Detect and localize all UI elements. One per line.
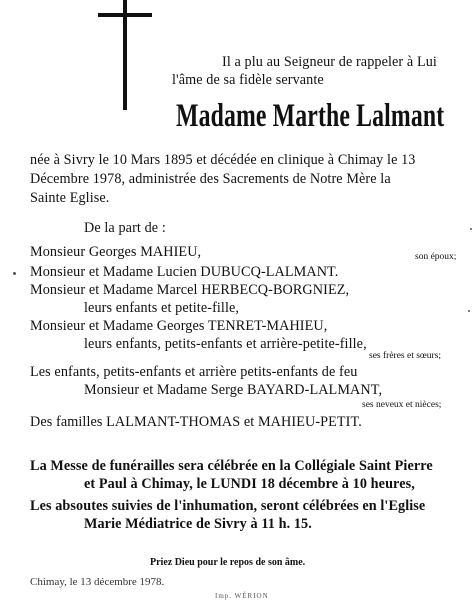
family-line: Monsieur Georges MAHIEU, xyxy=(30,244,202,260)
intro-line-2: l'âme de sa fidèle servante xyxy=(172,72,324,88)
bio-line-2: Décembre 1978, administrée des Sacrements de Notre Mère la xyxy=(30,171,391,187)
family-line: Monsieur et Madame Serge BAYARD-LALMANT, xyxy=(84,382,383,398)
intro-line-1: Il a plu au Seigneur de rappeler à Lui xyxy=(222,54,437,70)
family-line: Monsieur et Madame Lucien DUBUCQ-LALMANT. xyxy=(30,264,339,280)
family-line: Les enfants, petits-enfants et arrière petits-enfants de feu xyxy=(30,364,358,380)
bio-line-1: née à Sivry le 10 Mars 1895 et décédée en clinique à Chimay le 13 xyxy=(30,152,416,168)
scan-speck xyxy=(470,228,472,230)
relation-siblings: ses frères et sœurs; xyxy=(369,351,442,361)
family-line: leurs enfants, petits-enfants et arrière-petite-fille, xyxy=(84,336,367,352)
absoute-line-1: Les absoutes suivies de l'inhumation, seront célébrées en l'Eglise xyxy=(30,498,426,514)
mass-line-1: La Messe de funérailles sera célébrée en la Collégiale Saint Pierre xyxy=(30,458,433,474)
family-line: leurs enfants et petite-fille, xyxy=(84,300,240,316)
scan-speck xyxy=(468,310,470,312)
bio-line-3: Sainte Eglise. xyxy=(30,190,110,206)
family-line: Monsieur et Madame Marcel HERBECQ-BORGNIEZ, xyxy=(30,282,350,298)
scan-speck xyxy=(13,272,16,275)
place-date: Chimay, le 13 décembre 1978. xyxy=(30,576,165,588)
de-la-part: De la part de : xyxy=(84,220,166,236)
mass-line-2: et Paul à Chimay, le LUNDI 18 décembre à 10 heures, xyxy=(84,476,415,492)
relation-nephews: ses neveux et nièces; xyxy=(362,400,442,410)
absoute-line-2: Marie Médiatrice de Sivry à 11 h. 15. xyxy=(84,516,312,532)
family-line: Monsieur et Madame Georges TENRET-MAHIEU, xyxy=(30,318,328,334)
prayer-line: Priez Dieu pour le repos de son âme. xyxy=(150,557,306,568)
printer-mark: Imp. WÉRION xyxy=(215,592,269,600)
relation-spouse: son époux; xyxy=(415,252,457,262)
family-line: Des familles LALMANT-THOMAS et MAHIEU-PETIT. xyxy=(30,414,362,430)
deceased-name: Madame Marthe Lalmant xyxy=(176,98,445,134)
